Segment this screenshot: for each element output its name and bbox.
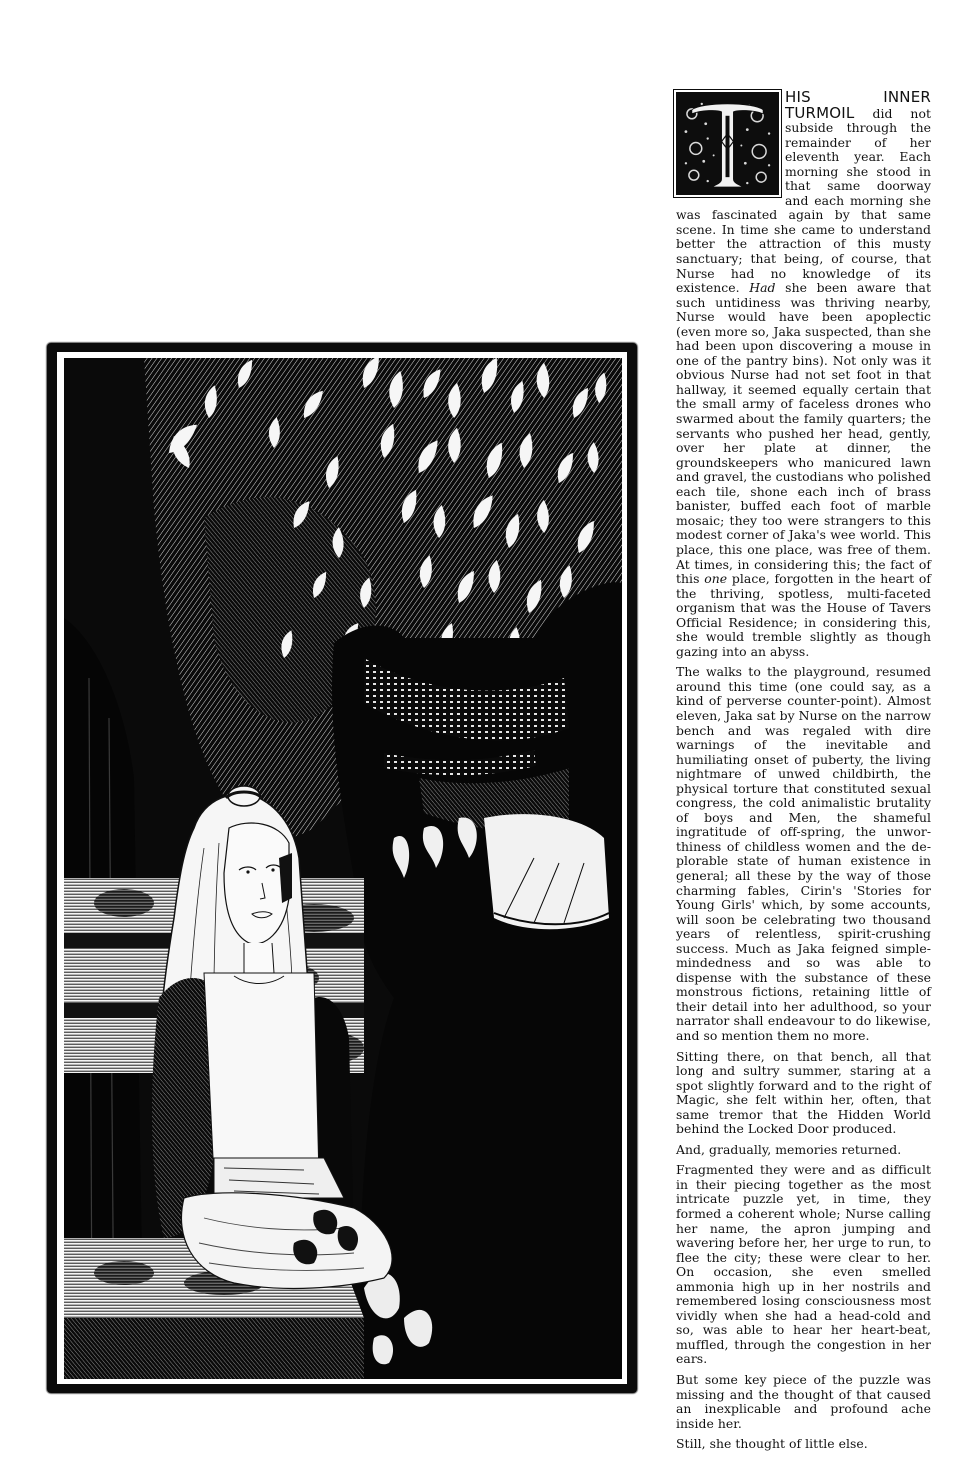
paragraph-6 xyxy=(676,1373,931,1431)
ornamental-letter-t-icon xyxy=(678,94,777,193)
paragraph-text: did not subside through the remainder of her eleventh year. Each morning she stood in that same doorway and each morning she was fascinated again by that same scene. In time she came to understand better the attraction of this musty sanctuary; that being, of course, that Nurse had no knowledge of its existence. xyxy=(676,105,931,296)
paragraph-2 xyxy=(676,665,931,1043)
paragraph-text: Still, she thought of little else. xyxy=(676,1436,868,1452)
illuminated-drop-cap xyxy=(676,92,779,195)
paragraph-text: And, gradually, memories returned. xyxy=(676,1141,902,1157)
paragraph-text: The walks to the playground, resumed around this time (one could say, as a kind of perverse counter-point). Almost eleven, Jaka sat by Nurse on the narrow bench and was regaled with dire warnings of the inevitable and humiliating onset of puberty, the living nightmare of unwed childbirth, the physical torture that constituted sexual congress, the cold animalistic brutality of boys and Men, the shameful ingratitude of off-spring, the unworthiness of childless women and the deplorable state of human existence in general; all these by the way of those charming fables, Cirin's 'Stories for Young Girls' which, by some accounts, will soon be celebrating two thousand years of relentless, spirit-crushing success. Much as Jaka feigned simple-mindedness and so was able to dispense with the substance of these monstrous fictions, retaining little of their detail into her adulthood, so your narrator shall endeavour to do likewise, and so mention them no more. xyxy=(676,664,931,1043)
paragraph-text: place, forgotten in the heart of the thriving, spotless, multi-faceted organism that was the House of Tavers Official Residence; in considering this, she would tremble slightly as though gazing into an abyss. xyxy=(676,571,931,659)
paragraph-3 xyxy=(676,1050,931,1137)
emphasis-text: Had xyxy=(749,280,776,296)
illustration-panel xyxy=(64,358,622,1379)
paragraph-1 xyxy=(676,90,931,659)
paragraph-text: she been aware that such untidiness was thriving nearby, Nurse would have been apoplectic (even more so, Jaka suspected, than she had been upon discovering a mouse in one of the pantry bins). Not only was it obvious Nurse had not set foot in that hallway, it seemed equally certain that the small army of faceless drones who swarmed about the family quarters; the servants who pushed her head, gently, over her plate at dinner, the groundskeepers who manicured lawn and gravel, the custodians who polished each tile, shone each inch of brass banister, buffed each foot of marble mosaic; they too were strangers to this modest corner of Jaka's wee world. This place, this one place, was free of them. At times, in considering this; the fact of this xyxy=(676,280,932,587)
paragraph-text: Fragmented they were and as difficult in their piecing together as the most intricate puzzle yet, in time, they formed a coherent whole; Nurse calling her name, the apron jumping and wavering before her, her urge to run, to flee the city; these were clear to her. On occasion, she even smelled ammonia high up in her nostrils and remembered losing consciousness most vividly when she had a head-cold and so, was able to hear her heart-beat, muffled, through the congestion in her ears. xyxy=(676,1162,931,1367)
prose-column xyxy=(676,90,931,1458)
paragraph-5 xyxy=(676,1163,931,1367)
illustration-artwork xyxy=(64,358,622,1379)
emphasis-text: one xyxy=(704,571,728,587)
paragraph-4 xyxy=(676,1143,931,1158)
lead-in-caps: HIS INNER TURMOIL xyxy=(785,88,931,122)
paragraph-7 xyxy=(676,1437,931,1452)
paragraph-text: Sitting there, on that bench, all that long and sultry summer, staring at a spot slightly forward and to the right of Magic, she felt within her, often, that same tremor that the Hidden World behind the Locked Door produced. xyxy=(676,1048,931,1137)
paragraph-text: But some key piece of the puzzle was missing and the thought of that caused an inexplicable and profound ache inside her. xyxy=(676,1372,931,1431)
